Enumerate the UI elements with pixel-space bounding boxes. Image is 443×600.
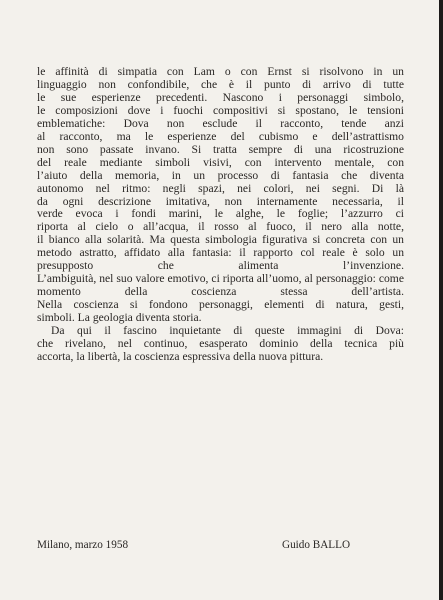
essay-text (37, 66, 404, 364)
signature-author: Guido BALLO (282, 539, 351, 551)
text-line: verde evoca i fondi marini, le alghe, le foglie; l’azzurro ci (37, 207, 404, 221)
text-line: del reale mediante simboli visivi, con intervento mentale, con (37, 155, 404, 169)
text-line: simboli. La geologia diventa storia. (37, 311, 202, 325)
text-line: le composizioni dove i fuochi compositivi si spostano, le tensioni emblematiche: Dova non esclude il racconto, tende anzi (37, 103, 404, 130)
page-edge (439, 0, 443, 600)
text-line: le affinità di simpatia con Lam o con Ernst si risolvono in un (37, 65, 404, 78)
text-line: riporta al cielo o all’acqua, il rosso al fuoco, il nero alla notte, (37, 220, 404, 234)
text-line: autonomo nel ritmo: negli spazi, nei colori, nei segni. Di là (37, 181, 404, 195)
text-line: linguaggio non confondibile, che è il punto di arrivo di tutte (37, 77, 404, 91)
text-line: accorta, la libertà, la coscienza espressiva della nuova pittura. (37, 349, 324, 363)
text-line: non sono passate invano. Si tratta sempre di una ricostruzione (37, 142, 404, 156)
text-line: il bianco alla solarità. Ma questa simbologia figurativa si concreta con un metodo astratto, affidato alla fantasia: il rapporto col reale è solo un presupposto che alimenta l’invenzione. (37, 233, 404, 273)
text-line: al racconto, ma le esperienze del cubismo e dell’astrattismo (37, 129, 404, 143)
text-line: Da qui il fascino inquietante di queste immagini di Dova: (51, 324, 404, 338)
text-line: le sue esperienze precedenti. Nascono i personaggi simbolo, (37, 90, 404, 104)
signature-place-date: Milano, marzo 1958 (37, 539, 129, 551)
text-line: da ogni descrizione imitativa, non internamente necessaria, il (37, 194, 404, 208)
text-line: che rivelano, nel continuo, esasperato dominio della tecnica più (37, 337, 404, 351)
text-line: Nella coscienza si fondono personaggi, elementi di natura, gesti, (37, 298, 404, 312)
text-line: L’ambiguità, nel suo valore emotivo, ci riporta all’uomo, al personaggio: come momento della coscienza stessa dell’artista. (37, 272, 404, 299)
text-line: l’aiuto della memoria, in un processo di fantasia che diventa (37, 168, 404, 182)
